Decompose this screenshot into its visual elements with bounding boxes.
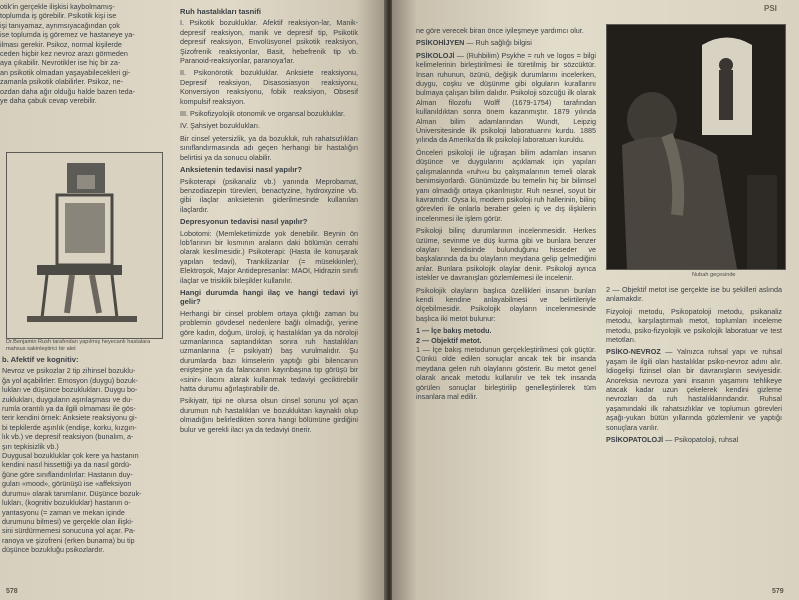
text-line: durumu» olarak tanımlanır. Düşünce bozuk- — [2, 488, 142, 498]
text-line: yantasyonu (= zaman ve mekan içinde — [2, 507, 125, 517]
entry-definition: — (Ruhbilim) Psykhe = ruh ve logos = bilgi kelimelerinin birleştirilmesi ile türetilmiş bir sözcüktür. İnsan ruhunun, özünü, değişik durumlarını incelerken, duygu, coşku ve düşünme gibi olguların kurallarını bulmaya çalışan bilim dalıdır. Psikoloji sözcüğü ilk olarak Alman filozofu Wolff (1679-1754) tarafından kullanıldıktan sonra önem kazanmıştır. 1879 yılında Alman bilim adamlarından Wundt, Leipzig Üniversitesinde ilk psikoloji laboratuarını kurdu. 1885 yılında da Amerika'da ilk psikoloji laboratuarı kuruldu. — [416, 50, 596, 145]
paragraph: Lobotomi: (Memleketimizde yok denebilir. Beynin ön lob'larının bir kısmının araların daki bölümün cerrahi olarak kesilmesidir.) Psikoterapi: (Hasta ile konuşarak yapılan tedavi), Trankilizanlar (= müsekkinler), Elektroşok, Major Antidepresanlar: MAOI, Hidrazin sınıfı ilaçlar ve trisiklik bileşikler kullanılır. — [180, 228, 358, 285]
paragraph: IV. Şahsiyet bozuklukları. — [180, 121, 261, 131]
text-line: bi tepkilerde aşırılık (endişe, korku, kızgın- — [2, 422, 137, 432]
left-col1-top-lines — [0, 2, 166, 105]
entry-term: PSİKO-NEVROZ — [606, 347, 661, 357]
text-line: lukları ve düşünce bozuklukları. Duygu bo- — [2, 385, 138, 395]
entry-psikopatoloji — [606, 435, 782, 444]
paragraph: 1 — İçe bakış metodunun gerçekleştirilmesi çok güçtür. Çünkü olde edilen sonuçlar ancak tek bir insanda meydana gelen ruh olaylarını gösterir. Bu metot genel olarak ancak metodu kullanılır ve tek tek insanda görülen sonuçlar birleştirilip genelleştirilerek tüm insanlara mal edilir. — [416, 345, 596, 402]
text-line: lukları, (kognitiv bozukluklar) hastanın o- — [2, 498, 131, 508]
entry-definition: — Yalnızca ruhsal yapı ve ruhsal yaşam ile ilgili olan hastalıklar psiko-nevroz adını alır. İdiogelişi fizinsel olan bir davranışların seviyesidir. Anoreksia nevroza yani insanın yaşamını tehlikeye atacak kadar uzun çekelerek kendini gizleme nevrozları da ruh hastalıklarındandır. Ruhsal yaşamındaki ilk rahatsızlıklar ve toplumun görevleri aşağı-yukarı bütün yıllarında gözlemlenir ve yaptığı sonuçlara varılır. — [606, 347, 782, 432]
section-heading-tasnif: Ruh hastalıkları tasnifi — [180, 7, 262, 16]
text-line: rumla orantılı ya da ilgili olmaması ile gös- — [2, 404, 136, 414]
entry-term: PSİKOPATOLOJİ — [606, 435, 664, 445]
section-heading-afektif: b. Afektif ve kognitiv: — [2, 355, 79, 364]
entry-psikohijyen — [416, 38, 596, 47]
photo-caption: Nubah geçesinde — [692, 272, 736, 278]
page-number-left: 578 — [6, 588, 18, 595]
entry-definition: — Ruh sağlığı bilgisi — [464, 38, 532, 48]
paragraph: Herhangi bir cinsel problem ortaya çıktığı zaman bu problemin gövdesel nedenlere bağlı olmadığı, yerine göre kadın, doğum, üroloji, iç hastalıkları ya da nöroloji uzmanlarınca saptandıktan sonra ruh hastalıkları uzmanlarına (= psikiyatr) baş vurulmalıdır. Şu durumlarda bazı kimselerin yaptığı gibi bilencanın enişteşine ya da falancanın kayınbaşına tıp görüşü bir «sinir» ilacını alarak kullanmak tedaviyi geciktirebilir hatta durumu ağırlaştırabilir de. — [180, 308, 358, 394]
paragraph: III. Psikofizyolojik otonomik ve organsal bozukluklar. — [180, 109, 345, 119]
text-line: ilması gerekir. Psikoz, normal kişilerde — [0, 39, 122, 49]
text-line: toplumda iş görebilir. Psikotik kişi ise — [0, 11, 117, 21]
section-heading-hangi-ilac: Hangi durumda hangi ilaç ve hangi tedavi iyi gelir? — [180, 287, 358, 307]
text-line: ğa yol açabilirler: Emosyon (duygu) bozuk- — [2, 375, 138, 385]
text-line: işi tanıyamaz, ayrımsıyacağından çok — [0, 20, 120, 30]
text-line: ğüne göre sınıflandırılırlar: Hastanın duy- — [2, 469, 133, 479]
right-col2 — [606, 285, 782, 448]
left-page — [0, 0, 386, 600]
section-heading-anksiete: Anksietenin tedavisi nasıl yapılır? — [180, 165, 302, 175]
text-line: an psikotik olmadan yaşayabilecekleri gi- — [0, 67, 131, 77]
paragraph: Psikoterapi (psikanaliz vb.) yanında Meprobamat, benzodiazepin türevleri, benactyzine, hydroxyzine vb. gibi ilaçlar anksietenin giderilmesinde kullanılan ilaçlardır. — [180, 176, 358, 214]
text-line: aya çıkabilir. Nevrotikler ise hiç bir za- — [0, 58, 121, 68]
text-line: ceden hiçbir kez nevroz arazı görmeden — [0, 49, 128, 59]
entry-term: PSİKOLOJİ — [416, 50, 455, 60]
text-line: lık vb.) ve depresif reaksiyon (bunalım, a- — [2, 432, 134, 442]
restraint-chair-figure — [6, 152, 163, 339]
text-line: ranoya ve şizofreni (erken bunama) bu tip — [2, 535, 135, 545]
paragraph: ne göre verecek biran önce iyileşmeye yardımcı olur. — [416, 26, 584, 35]
left-col1-top — [0, 2, 166, 105]
paragraph: 2 — Objektif metot ise gerçekte ise bu şekilleri aslında anlamakdır. — [606, 285, 782, 304]
left-col2 — [180, 4, 358, 437]
text-line: zuklukları, duyguların aşırılaşması ve du- — [2, 394, 133, 404]
paragraph: I. Psikotik bozukluklar. Afektif reaksiyon-lar, Manik-depresif reaksiyon, manik ve depresif tip, Psikotik depresif reaksiyon, Envolüsyonel psikotik reaksiyon, Şizofrenik reaksiyonlar, Basit, hebefrenik tip vb. Paranoid-reaksiyonlar, paranoya'lar. — [180, 18, 358, 66]
text-line: şırı tepkisizlik vb.) — [2, 441, 59, 451]
paragraph: Bir cinsel yetersizlik, ya da bozukluk, ruh rahatsızlıkları sınıflandırmasında adı geçen herhangi bir hastalığın belirtisi ya da sonucu olabilir. — [180, 133, 358, 162]
left-col1-bottom — [2, 352, 166, 555]
paragraph: Psikiyatr, tipi ne olursa olsun cinsel sorunu yol açan durumun ruh hastalıkları ve bozukluktan kaynaklı olup olmadığını belirledikten sonra hangi bölümüne girdiğini bulur ve gerekli ilacı ya da tedaviyi önerir. — [180, 396, 358, 434]
entry-psikoloji — [416, 51, 596, 145]
section-heading-depresyon: Depresyonun tedavisi nasıl yapılır? — [180, 217, 308, 227]
right-page — [392, 0, 799, 600]
page-number-right: 579 — [772, 588, 784, 595]
restraint-chair-illustration — [7, 153, 162, 338]
text-line: terir kendini örnek: Anksiete reaksiyonu gi- — [2, 413, 138, 423]
text-line: zamanla psikotik olabilirler. Psikoz, ne- — [0, 77, 124, 87]
paragraph: Önceleri psikoloji ile uğraşan bilim adamları insanın düşünce ve duygularını açıklamak için yapıları çalışmalarında «ruh»u bu çalışmalarının temeli olarak benimsiyorlardı. Günümüzde bu temelin hiç bir bilimsel yanı olmadığı ortaya çıkarılmıştır. Ruh nesnel, soyut bir kavramdır. Oysa ki, modern psikoloji ruh hallerinin, bilinç görevleri ile onlarla beraber gelen iç ve dış ilişkilerin incelenmesi ile işlem görür. — [416, 147, 596, 223]
figure-caption: Dr.Benjamin Rush tarafından yapılmış heyecanlı hastalara mahsus sakinleştirici bir alet — [6, 339, 151, 352]
text-line: düşünce bozukluğu psikozlardır. — [2, 545, 105, 555]
thinking-man-photo — [606, 24, 786, 270]
text-line: ozdan daha ağır olduğu halde bazen teda- — [0, 86, 136, 96]
text-line: kendini nasıl hissettiği ya da nasıl gördü- — [2, 460, 132, 470]
text-line: Duygusal bozukluklar çok kere ya hastanın — [2, 451, 139, 461]
paragraph: Fizyoloji metodu, Psikopatoloji metodu, psikanaliz metodu, karşılaştırmalı metot, toplumları inceleme metodu, psiko-fizyolojik ve psikolojik laboratuar ve test metotları. — [606, 306, 782, 345]
text-line: Nevroz ve psikozlar 2 tip zihinsel bozuklu- — [2, 366, 136, 376]
text-line: otik'in gerçekle ilişkisi kaybolmamış- — [0, 2, 115, 11]
entry-definition: — Psikopatoloji, ruhsal — [663, 435, 739, 445]
paragraph: Psikoloji bilinç durumlarının incelenmesidir. Herkes üzüme, sevinme ve düş kurma gibi ve bunlara benzer olayları kendisinde bulunduğunu hisseder ve başkalarında da bu olayların meydana gelip gelmediğini anlar. Bunlara psikolojik olaylar denir. Psikoloji ayrıca istekler ve davranışları gözlemlemesi ile incelenir. — [416, 226, 596, 283]
text-line: guları «mood», görünüşü ise «affeksiyon — [2, 479, 132, 489]
paragraph: Psikolojik olayların başlıca özellikleri insanın bunları kendi kendine anlayabilmesi ve belirtileriyle ölçebilmesidir. Psikolojik olayların incelenmesinde başlıca iki metot bulunur: — [416, 285, 596, 323]
entry-term: PSİKOHİJYEN — [416, 38, 465, 48]
list-item: 1 — İçe bakış metodu. — [416, 326, 492, 336]
text-line: ye daha çabuk cevap verebilir. — [0, 96, 97, 106]
entry-psiko-nevroz — [606, 347, 782, 432]
list-item: 2 — Objektif metot. — [416, 335, 482, 345]
running-header: PSI — [764, 4, 777, 13]
right-col1 — [416, 26, 596, 404]
thinking-man-illustration — [607, 25, 785, 269]
text-line: ise toplumda iş göremez ve hastaneye ya- — [0, 30, 135, 40]
text-line: sini sürdürmemesi sonucuna yol açar. Pa- — [2, 526, 136, 536]
paragraph: II. Psikonörotik bozukluklar. Anksiete reaksiyonu, Depresif reaksiyon, Disasosiasyon reaksiyonu, Konversiyon reaksiyonu, fobik reaksiyon, Obsesif kompulsif reaksiyon. — [180, 68, 358, 106]
text-line: durumunu bilmesi) ve gerçekle olan ilişki- — [2, 516, 134, 526]
